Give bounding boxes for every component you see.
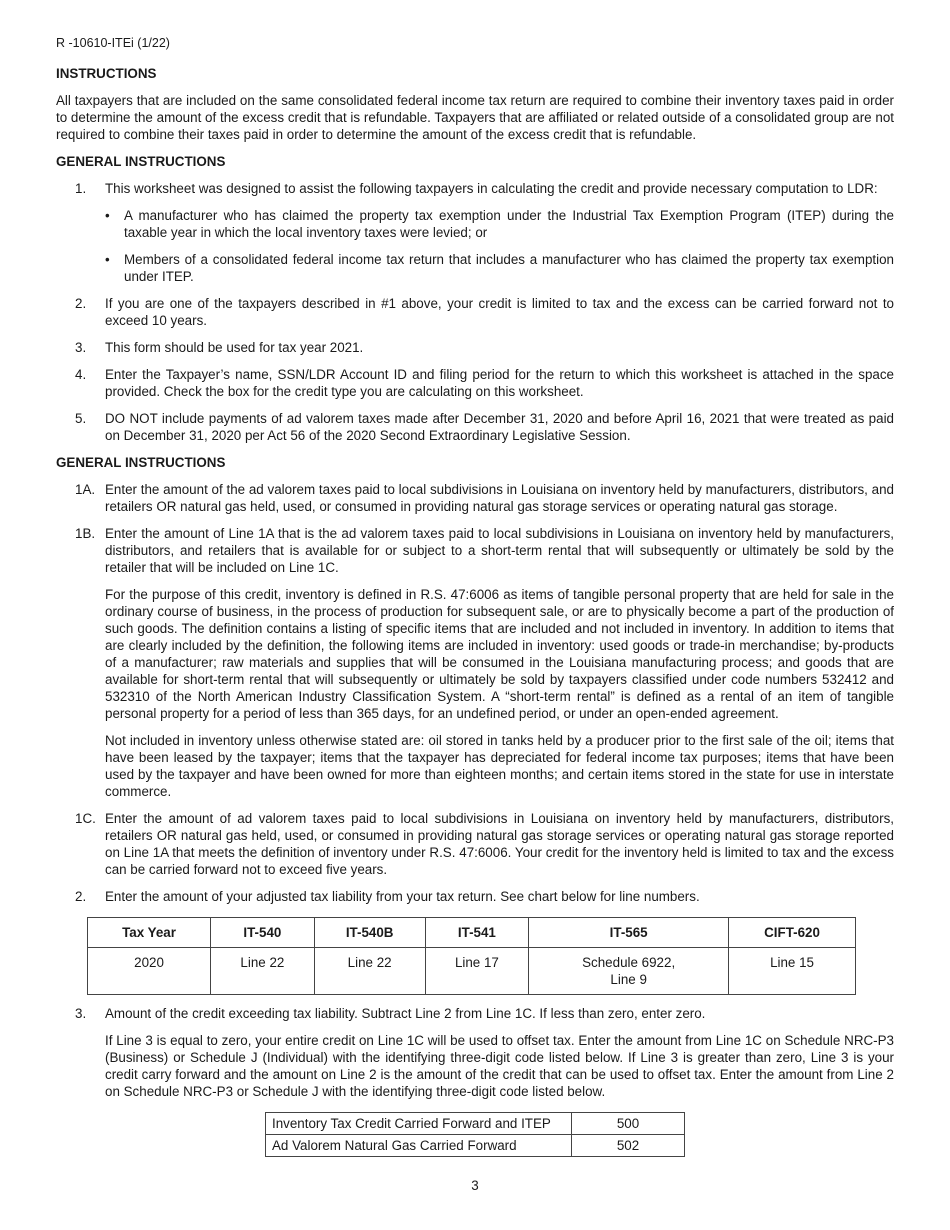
item-number: 1C. <box>75 811 96 826</box>
table-cell: Line 22 <box>314 948 425 995</box>
table-header-row <box>88 918 856 948</box>
item-text: Enter the amount of your adjusted tax liability from your tax return. See chart below for line numbers. <box>105 889 700 904</box>
item-number: 2. <box>75 889 87 904</box>
item-text: This worksheet was designed to assist the following taxpayers in calculating the credit and provide necessary computation to LDR: <box>105 181 878 196</box>
general-item-3 <box>56 339 894 356</box>
bullet-icon: • <box>105 252 110 267</box>
document-body <box>56 0 894 1157</box>
item-text: DO NOT include payments of ad valorem taxes made after December 31, 2020 and before April 16, 2021 that were treated as paid on December 31, 2020 per Act 56 of the 2020 Second Extraordinary Legislative Session. <box>105 411 894 443</box>
instructions-heading: INSTRUCTIONS <box>56 66 157 81</box>
inventory-definition-paragraph: For the purpose of this credit, inventory is defined in R.S. 47:6006 as items of tangible personal property that are held for sale in the ordinary course of business, in the process of production for subsequent sale, or are to physically become a part of the production of such goods. The definition contains a listing of specific items that are included and not included in inventory. In addition to items that are clearly included by the definition, the following items are included in inventory: used goods or trade-in merchandise; by-products of a manufacturer; raw materials and supplies that will be consumed in the Louisiana manufacturing process; and goods that are available for short-term rental that will subsequently or ultimately be sold by taxpayers classified under code numbers 532412 and 532310 of the North American Industry Classification System. A “short-term rental” is defined as a rental of an item of tangible personal property for a period of less than 365 days, for an undefined period, or under an open-ended agreement. <box>105 587 894 721</box>
page-number: 3 <box>471 1178 479 1193</box>
cell-line: Schedule 6922, <box>582 955 676 970</box>
table-header-cell: IT-565 <box>529 918 729 948</box>
table-row <box>266 1135 685 1157</box>
credit-code-table <box>265 1112 685 1157</box>
line-1a-item <box>56 481 894 515</box>
form-code: R -10610-ITEi (1/22) <box>56 36 170 50</box>
line-2-item <box>56 888 894 905</box>
code-label: Ad Valorem Natural Gas Carried Forward <box>266 1135 572 1157</box>
table-cell: 2020 <box>88 948 211 995</box>
table-header-cell: CIFT-620 <box>729 918 856 948</box>
table-header-cell: IT-540B <box>314 918 425 948</box>
general-item-5 <box>56 410 894 444</box>
table-cell: Line 22 <box>211 948 315 995</box>
cell-line: Line 9 <box>610 972 647 987</box>
bullet-item-1 <box>56 207 894 241</box>
item-text: Enter the amount of the ad valorem taxes paid to local subdivisions in Louisiana on inventory held by manufacturers, distributors, and retailers OR natural gas held, used, or consumed in providing natural gas storage services or operating natural gas storage. <box>105 482 894 514</box>
item-number: 3. <box>75 340 87 355</box>
item-text: Enter the amount of ad valorem taxes paid to local subdivisions in Louisiana on inventory held by manufacturers, distributors, retailers OR natural gas held, used, or consumed in providing natural gas storage services or operating natural gas storage reported on Line 1A that meets the definition of inventory under R.S. 47:6006. Your credit for the inventory held is limited to tax and the excess can be carried forward not to exceed five years. <box>105 811 894 877</box>
item-number: 2. <box>75 296 87 311</box>
line-3-item <box>56 1005 894 1022</box>
table-row <box>88 948 856 995</box>
item-number: 1A. <box>75 482 96 497</box>
table-row <box>266 1113 685 1135</box>
code-value: 502 <box>572 1135 685 1157</box>
code-value: 500 <box>572 1113 685 1135</box>
table-header-cell: Tax Year <box>88 918 211 948</box>
code-label: Inventory Tax Credit Carried Forward and ITEP <box>266 1113 572 1135</box>
not-included-paragraph: Not included in inventory unless otherwise stated are: oil stored in tanks held by a producer prior to the first sale of the oil; items that have been leased by the taxpayer; items that the taxpayer has depreciated for federal income tax purposes; items that have been used by the taxpayer and have been owned for more than eighteen months; and certain items stored in the state for use in interstate commerce. <box>105 733 894 799</box>
item-text: Enter the Taxpayer’s name, SSN/LDR Account ID and filing period for the return to which this worksheet is attached in the space provided. Check the box for the credit type you are calculating on this worksheet. <box>105 367 894 399</box>
item-number: 4. <box>75 367 87 382</box>
item-text: Enter the amount of Line 1A that is the ad valorem taxes paid to local subdivisions in Louisiana on inventory held by manufacturers, distributors, and retailers that is available for or subject to a short-term rental that will subsequently or ultimately be sold by the retailer that will be included on Line 1C. <box>105 526 894 575</box>
bullet-text: A manufacturer who has claimed the property tax exemption under the Industrial Tax Exemption Program (ITEP) during the taxable year in which the local inventory taxes were levied; or <box>124 208 894 240</box>
general-item-4 <box>56 366 894 400</box>
intro-paragraph: All taxpayers that are included on the same consolidated federal income tax return are required to combine their inventory taxes paid in order to determine the amount of the excess credit that is refundable. Taxpayers that are affiliated or related outside of a consolidated group are not required to combine their taxes paid in order to determine the amount of the excess credit that is refundable. <box>56 93 894 142</box>
line-instructions-heading: GENERAL INSTRUCTIONS <box>56 455 226 470</box>
item-number: 1B. <box>75 526 96 541</box>
item-number: 5. <box>75 411 87 426</box>
table-cell <box>529 948 729 995</box>
general-instructions-heading: GENERAL INSTRUCTIONS <box>56 154 226 169</box>
bullet-icon: • <box>105 208 110 223</box>
table-cell: Line 15 <box>729 948 856 995</box>
table-cell: Line 17 <box>425 948 529 995</box>
bullet-item-2 <box>56 251 894 285</box>
line-1c-item <box>56 810 894 878</box>
item-text: Amount of the credit exceeding tax liability. Subtract Line 2 from Line 1C. If less than zero, enter zero. <box>105 1006 706 1021</box>
item-number: 3. <box>75 1006 87 1021</box>
line-1b-item <box>56 525 894 576</box>
item-text: If you are one of the taxpayers described in #1 above, your credit is limited to tax and the excess can be carried forward not to exceed 10 years. <box>105 296 894 328</box>
item-number: 1. <box>75 181 87 196</box>
line-3-explanation: If Line 3 is equal to zero, your entire credit on Line 1C will be used to offset tax. Enter the amount from Line 1C on Schedule NRC-P3 (Business) or Schedule J (Individual) with the identifying three-digit code listed below. If Line 3 is greater than zero, Line 3 is your credit carry forward and the amount on Line 2 is the amount of the credit that can be used to offset tax. Enter the amount from Line 2 on Schedule NRC-P3 or Schedule J with the identifying three-digit code listed below. <box>105 1033 894 1099</box>
tax-line-table <box>87 917 856 995</box>
general-item-1 <box>56 180 894 197</box>
item-text: This form should be used for tax year 2021. <box>105 340 364 355</box>
general-item-2 <box>56 295 894 329</box>
table-header-cell: IT-540 <box>211 918 315 948</box>
bullet-text: Members of a consolidated federal income tax return that includes a manufacturer who has claimed the property tax exemption under ITEP. <box>124 252 894 284</box>
table-header-cell: IT-541 <box>425 918 529 948</box>
